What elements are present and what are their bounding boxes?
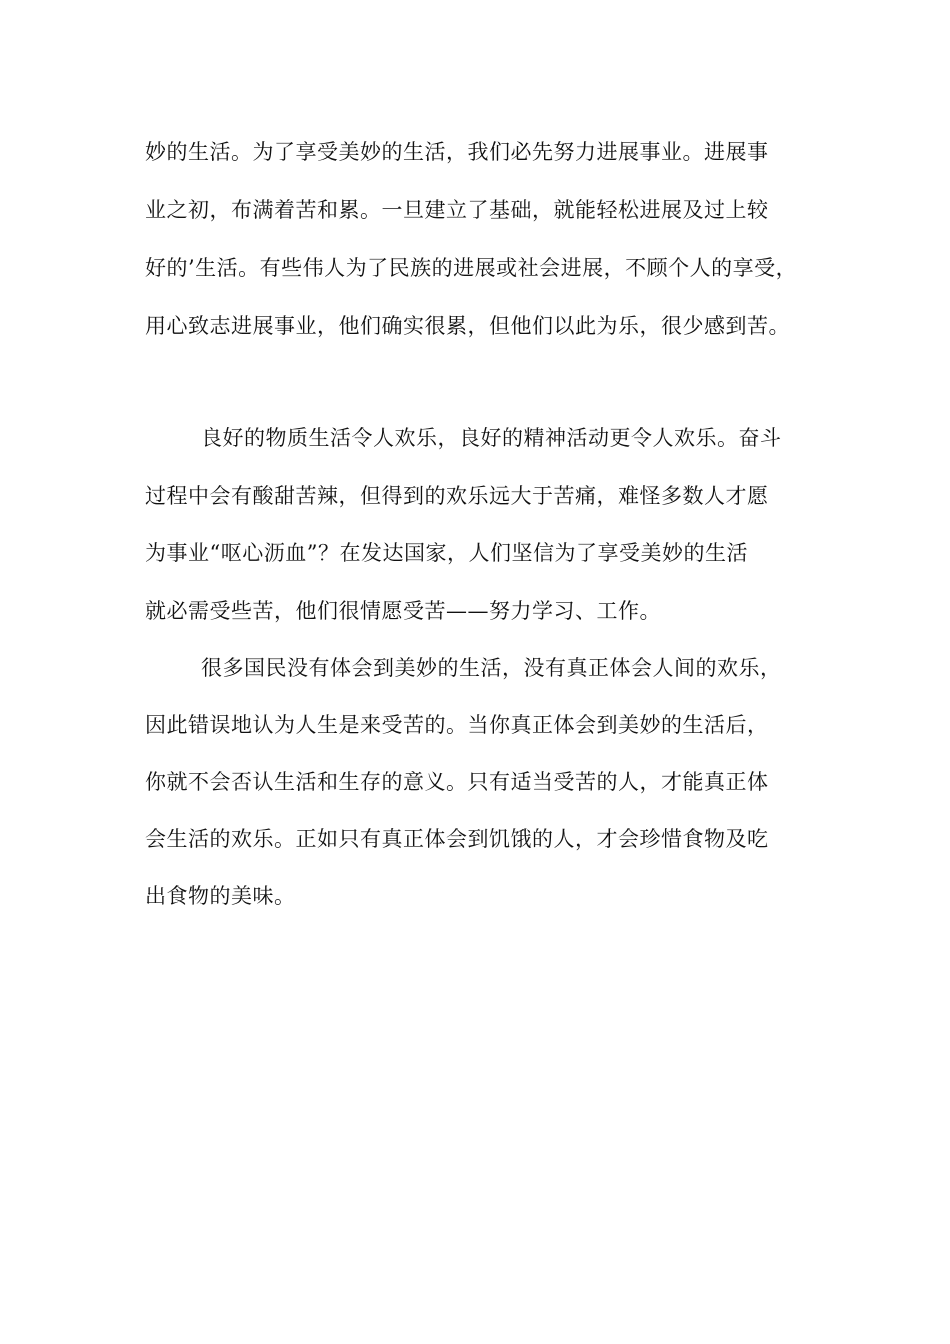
paragraph-line: 就必需受些苦，他们很情愿受苦——努力学习、工作。 <box>145 599 661 623</box>
paragraph-line: 你就不会否认生活和生存的意义。只有适当受苦的人，才能真正体 <box>145 770 769 794</box>
paragraph-line: 好的’生活。有些伟人为了民族的进展或社会进展，不顾个人的享受， <box>145 256 798 280</box>
paragraph-line: 妙的生活。为了享受美妙的生活，我们必先努力进展事业。进展事 <box>145 140 769 164</box>
paragraph-line: 为事业“呕心沥血”？在发达国家，人们坚信为了享受美妙的生活 <box>145 541 748 565</box>
paragraph-line: 业之初，布满着苦和累。一旦建立了基础，就能轻松进展及过上较 <box>145 198 769 222</box>
paragraph-line: 出食物的美味。 <box>145 884 296 908</box>
paragraph-line: 会生活的欢乐。正如只有真正体会到饥饿的人，才会珍惜食物及吃 <box>145 827 769 851</box>
paragraph-line: 很多国民没有体会到美妙的生活，没有真正体会人间的欢乐， <box>201 656 782 680</box>
paragraph-line: 用心致志进展事业，他们确实很累，但他们以此为乐，很少感到苦。 <box>145 314 790 338</box>
paragraph-line: 因此错误地认为人生是来受苦的。当你真正体会到美妙的生活后， <box>145 713 769 737</box>
paragraph-line: 过程中会有酸甜苦辣，但得到的欢乐远大于苦痛，难怪多数人才愿 <box>145 484 769 508</box>
paragraph-line: 良好的物质生活令人欢乐，良好的精神活动更令人欢乐。奋斗 <box>201 426 782 450</box>
